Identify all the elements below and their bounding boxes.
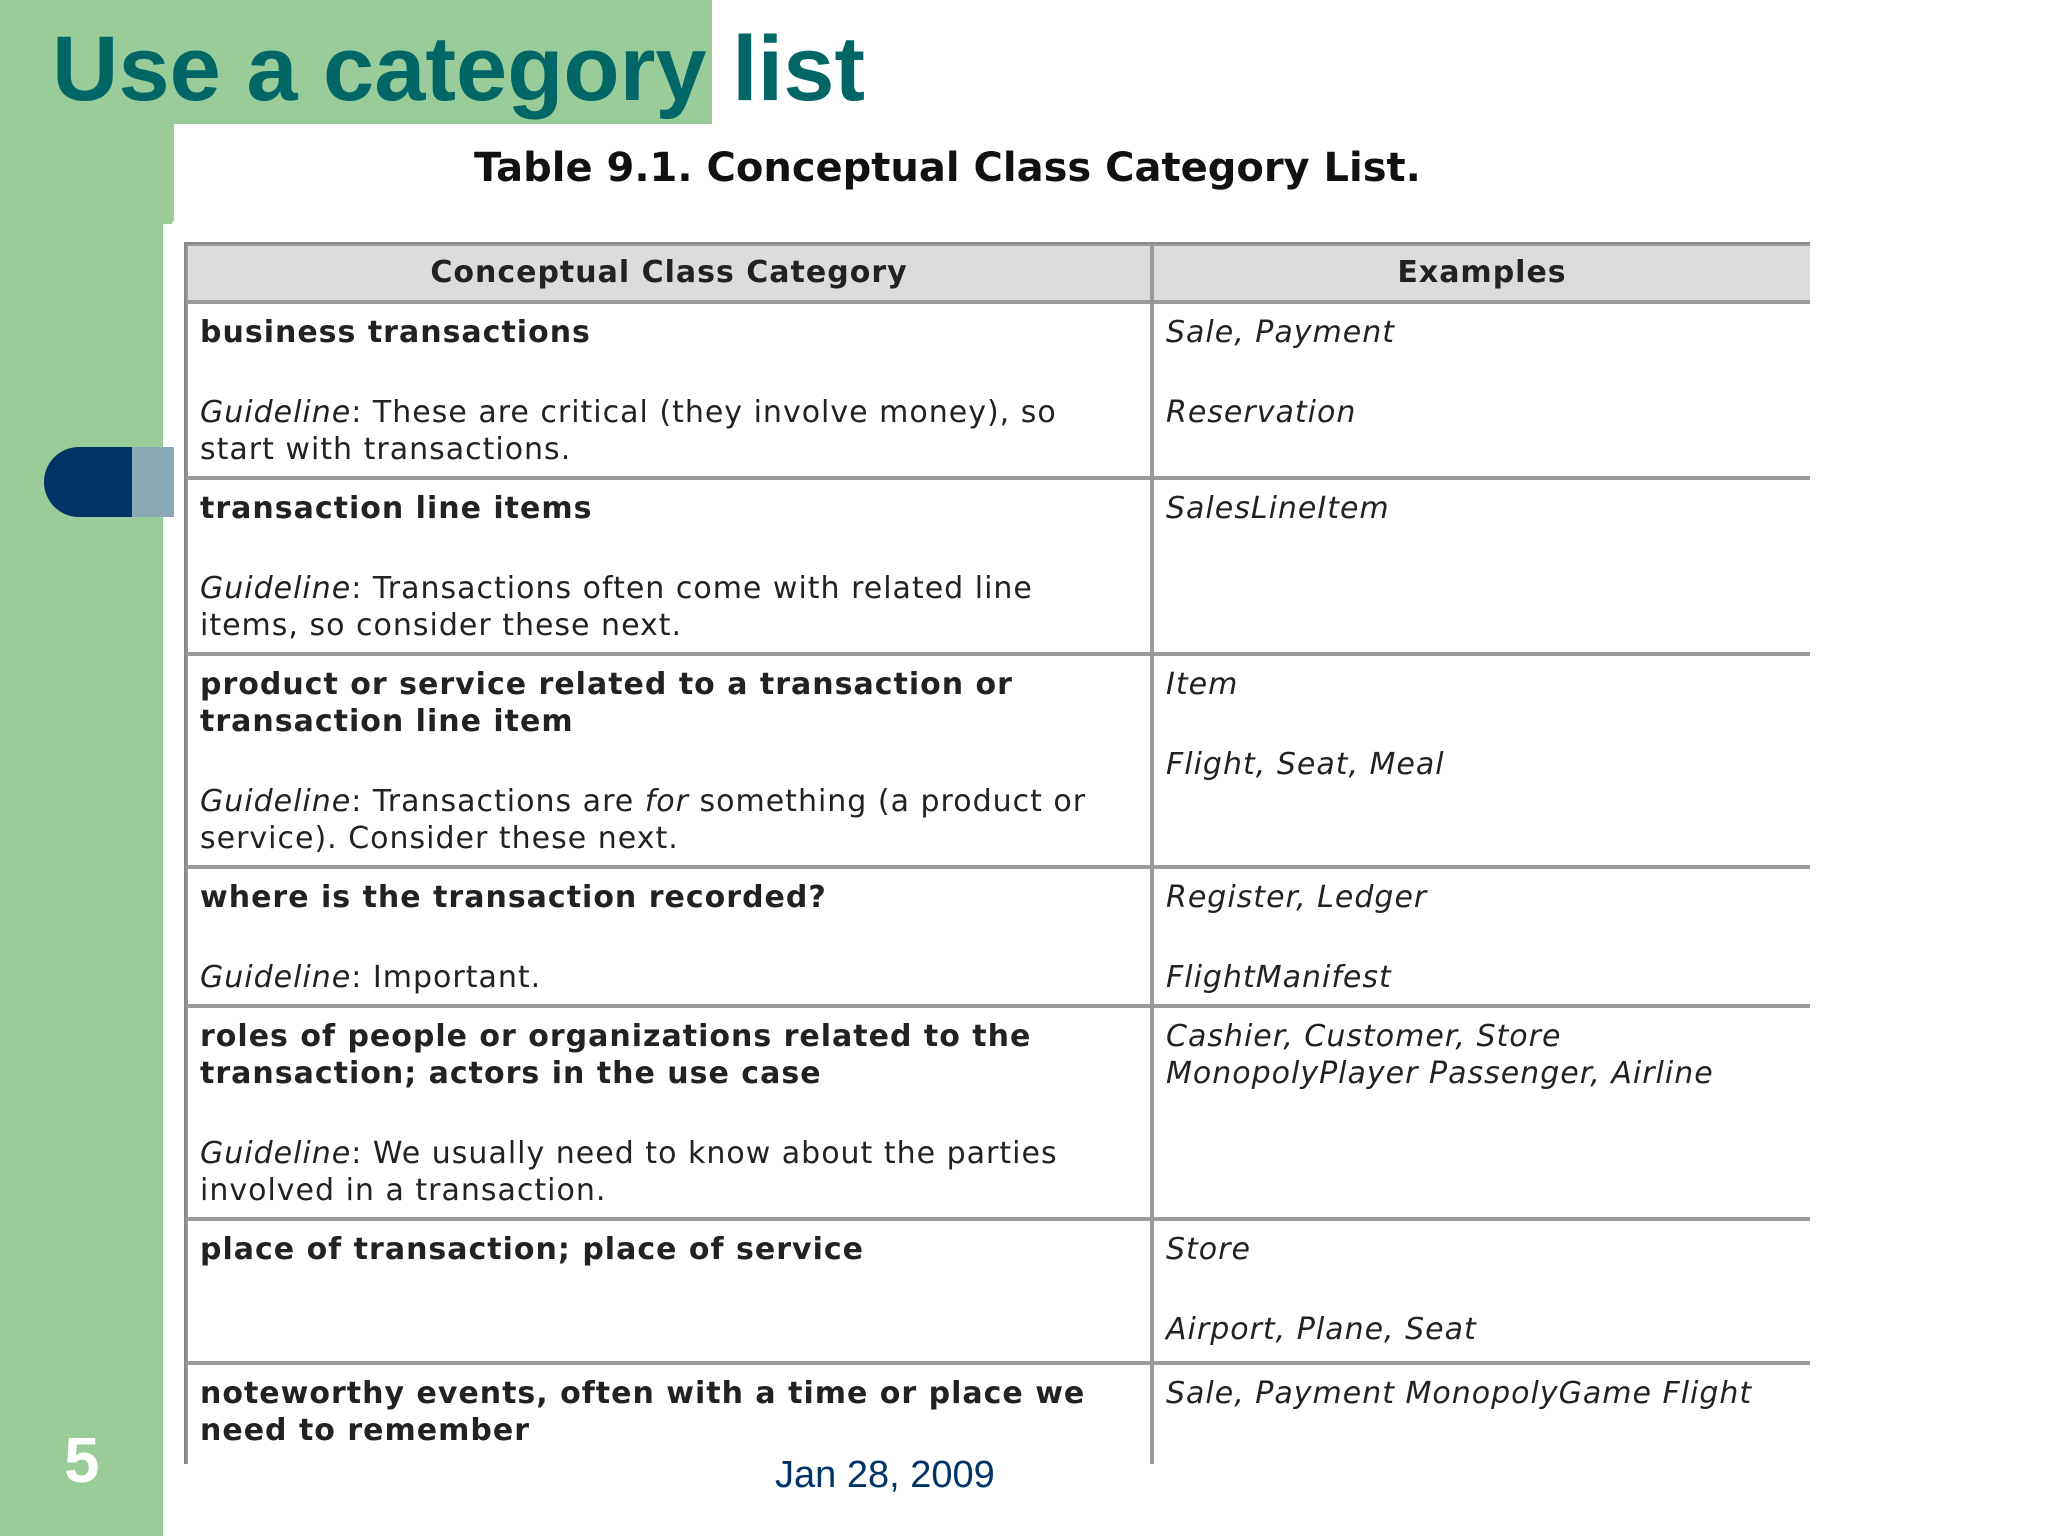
guideline-label: Guideline bbox=[200, 395, 352, 430]
guideline-label: Guideline bbox=[200, 784, 352, 819]
category-name: product or service related to a transaction or transaction line item bbox=[200, 667, 1013, 739]
table-row bbox=[186, 478, 1810, 654]
examples-cell bbox=[1152, 1006, 1810, 1219]
category-cell bbox=[186, 1006, 1152, 1219]
slide-title: Use a category list bbox=[52, 18, 866, 120]
guideline-label: Guideline bbox=[200, 960, 352, 995]
header-category: Conceptual Class Category bbox=[186, 244, 1152, 302]
category-name: noteworthy events, often with a time or place we need to remember bbox=[200, 1376, 1086, 1448]
example-text: SalesLineItem bbox=[1166, 491, 1390, 526]
category-name: where is the transaction recorded? bbox=[200, 880, 827, 915]
example-text: Cashier, Customer, Store MonopolyPlayer Passenger, Airline bbox=[1166, 1019, 1714, 1091]
examples-cell bbox=[1152, 867, 1810, 1006]
sidebar-band bbox=[0, 0, 163, 1536]
example-text: Register, Ledger bbox=[1166, 880, 1428, 915]
guideline-text: Guideline: We usually need to know about the parties involved in a transaction. bbox=[200, 1136, 1058, 1208]
table-caption: Table 9.1. Conceptual Class Category List. bbox=[474, 145, 1421, 191]
example-text: Reservation bbox=[1166, 395, 1357, 430]
guideline-label: Guideline bbox=[200, 1136, 352, 1171]
table-row bbox=[186, 867, 1810, 1006]
table-row bbox=[186, 654, 1810, 867]
table-row bbox=[186, 302, 1810, 478]
table-viewport bbox=[184, 242, 1810, 1464]
category-cell bbox=[186, 478, 1152, 654]
example-text: Sale, Payment MonopolyGame Flight bbox=[1166, 1376, 1753, 1411]
example-text: Item bbox=[1166, 667, 1239, 702]
header-examples: Examples bbox=[1152, 244, 1810, 302]
table-row bbox=[186, 1006, 1810, 1219]
slide-number: 5 bbox=[64, 1424, 100, 1496]
example-text: Sale, Payment bbox=[1166, 315, 1395, 350]
table-row bbox=[186, 1363, 1810, 1464]
example-text: Airport, Plane, Seat bbox=[1166, 1312, 1477, 1347]
example-text: FlightManifest bbox=[1166, 960, 1392, 995]
guideline-text: Guideline: Transactions often come with related line items, so consider these next. bbox=[200, 571, 1033, 643]
examples-cell bbox=[1152, 654, 1810, 867]
examples-cell bbox=[1152, 478, 1810, 654]
examples-cell bbox=[1152, 1363, 1810, 1464]
category-cell bbox=[186, 1219, 1152, 1363]
examples-cell bbox=[1152, 1219, 1810, 1363]
guideline-text: Guideline: Transactions are for something (a product or service). Consider these next. bbox=[200, 784, 1087, 856]
category-cell bbox=[186, 654, 1152, 867]
category-name: place of transaction; place of service bbox=[200, 1232, 864, 1267]
bullet-marker-icon bbox=[44, 447, 132, 517]
category-name: roles of people or organizations related to the transaction; actors in the use case bbox=[200, 1019, 1032, 1091]
category-cell bbox=[186, 1363, 1152, 1464]
table-header-row bbox=[186, 244, 1810, 302]
examples-cell bbox=[1152, 302, 1810, 478]
guideline-text: Guideline: These are critical (they involve money), so start with transactions. bbox=[200, 395, 1057, 467]
category-table bbox=[184, 242, 1810, 1464]
bullet-marker-tab bbox=[132, 447, 174, 517]
category-cell bbox=[186, 867, 1152, 1006]
example-text: Store bbox=[1166, 1232, 1251, 1267]
table-row bbox=[186, 1219, 1810, 1363]
category-cell bbox=[186, 302, 1152, 478]
example-text: Flight, Seat, Meal bbox=[1166, 747, 1445, 782]
guideline-text: Guideline: Important. bbox=[200, 960, 542, 995]
guideline-label: Guideline bbox=[200, 571, 352, 606]
slide-date: Jan 28, 2009 bbox=[775, 1454, 995, 1496]
category-name: transaction line items bbox=[200, 491, 593, 526]
corner-fill bbox=[163, 124, 174, 224]
category-name: business transactions bbox=[200, 315, 591, 350]
